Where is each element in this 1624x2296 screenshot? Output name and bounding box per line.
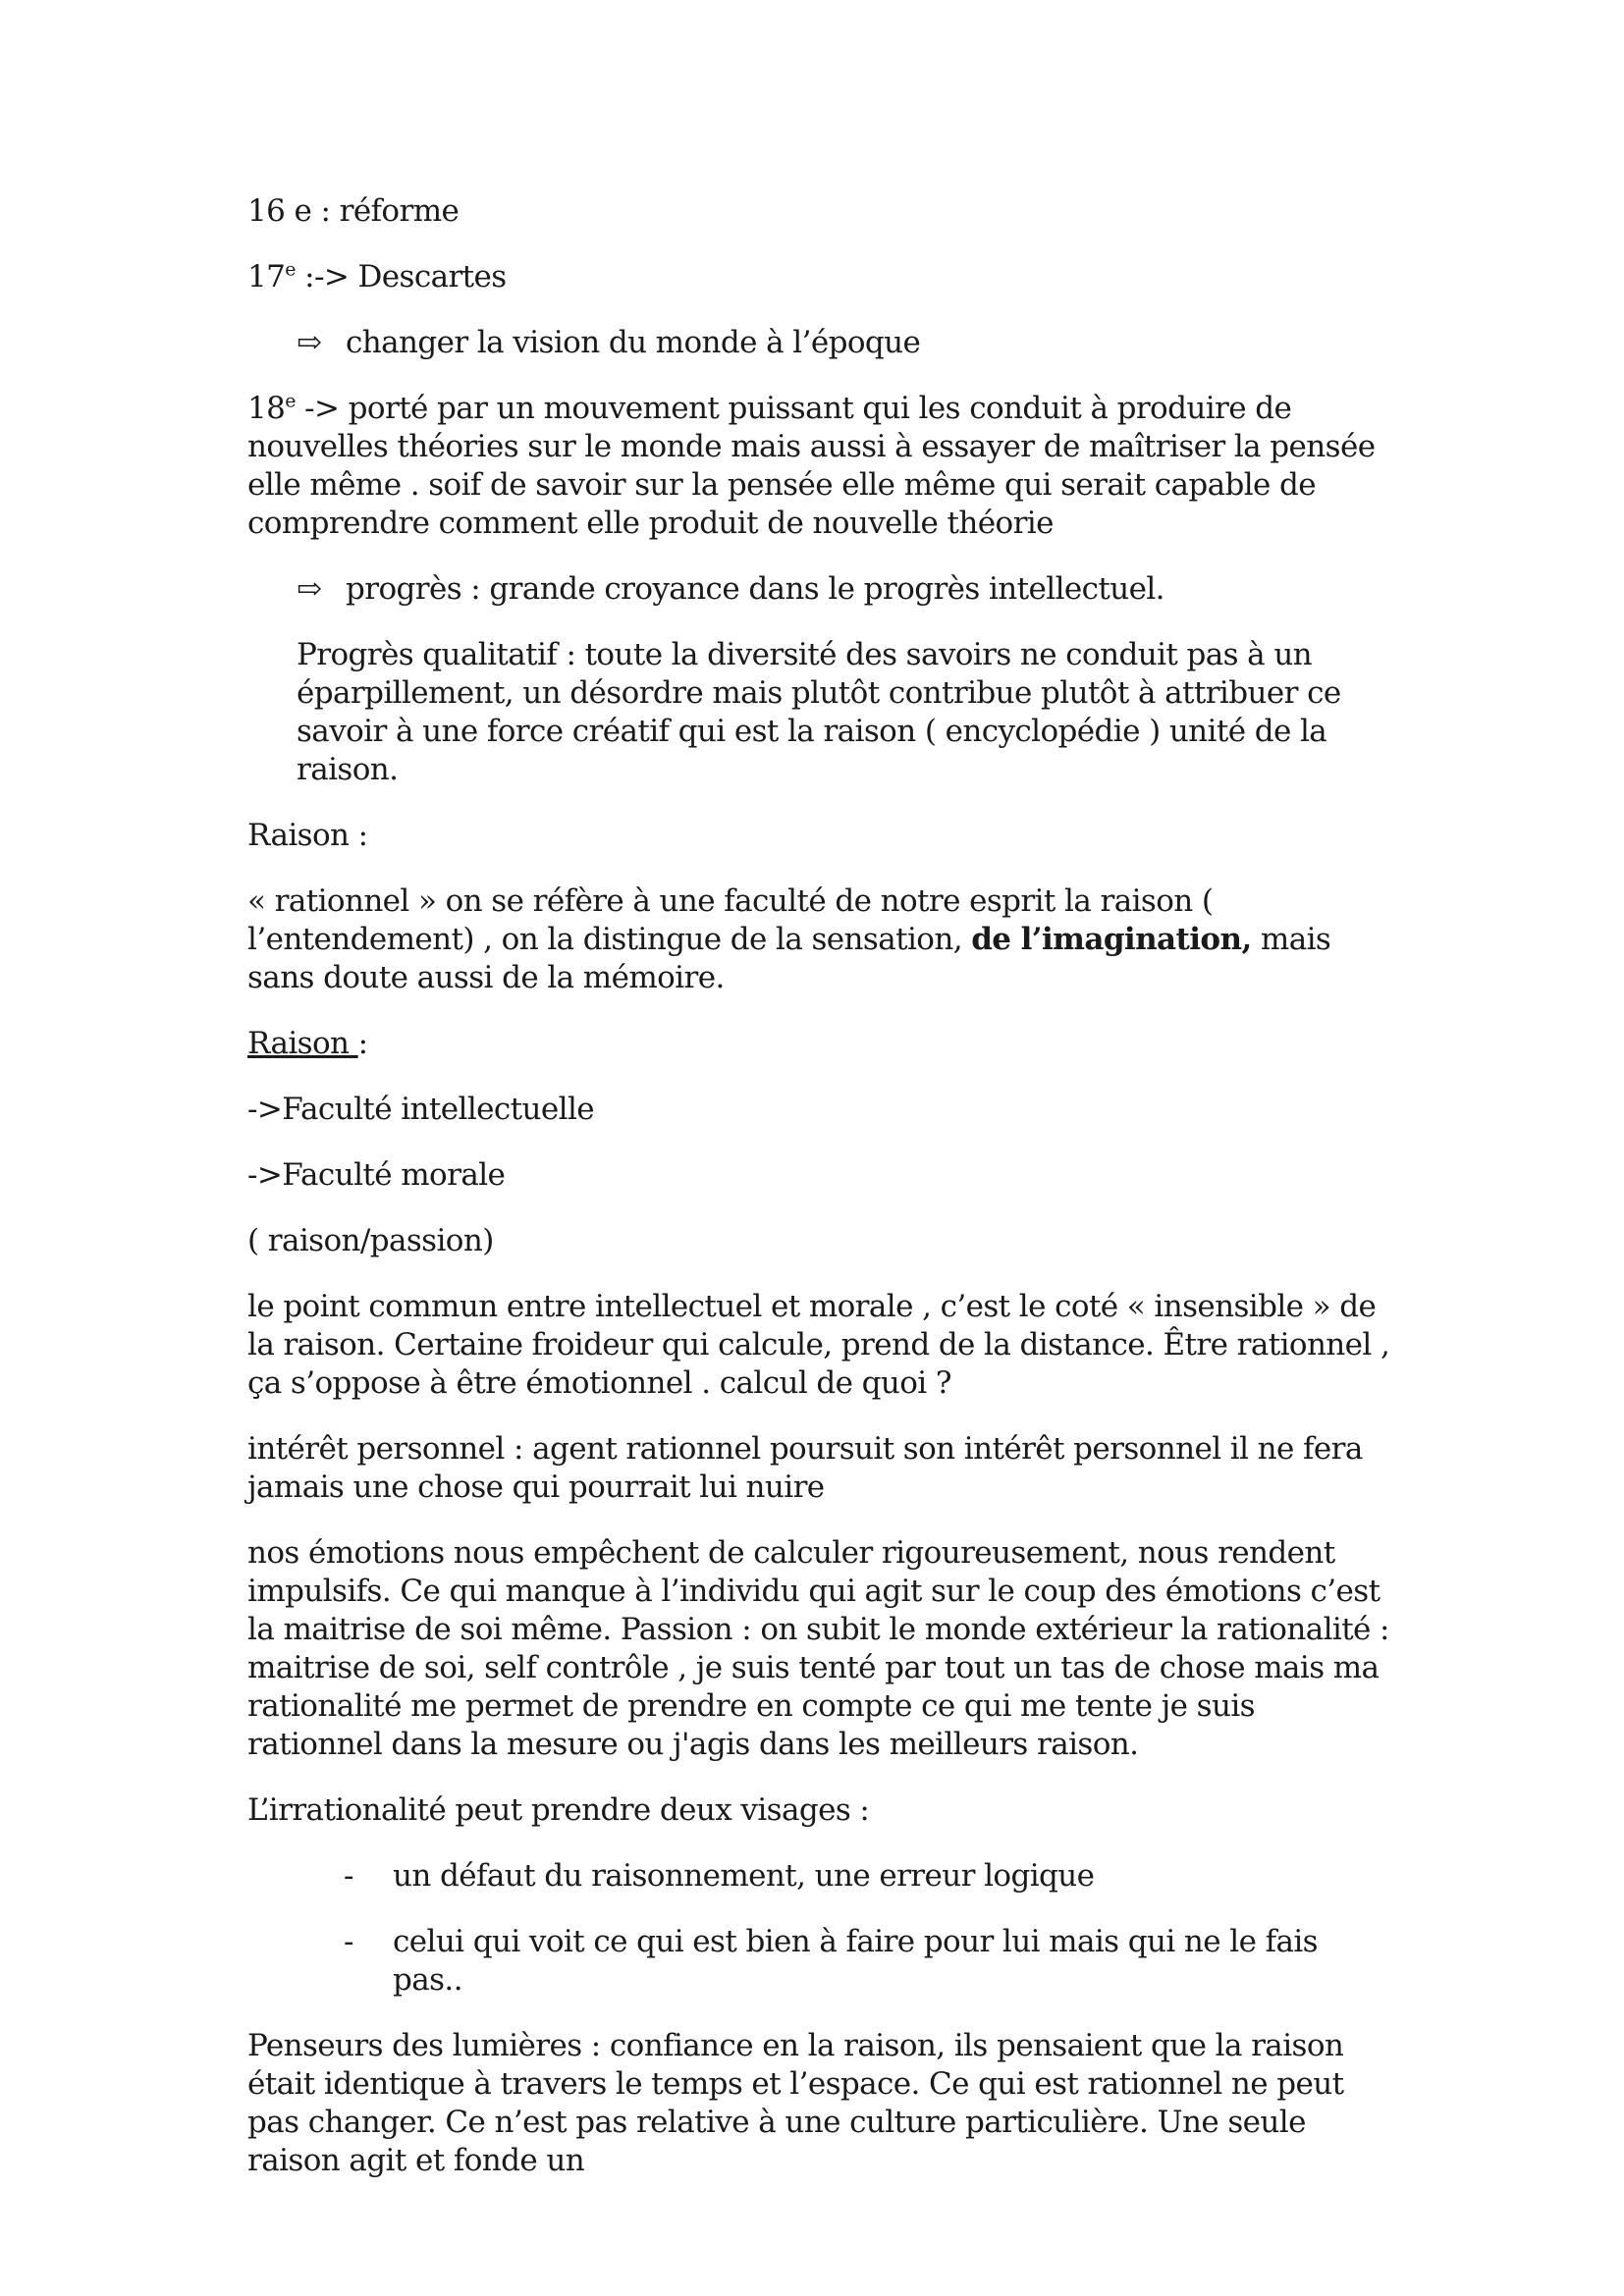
paragraph-rationnel: « rationnel » on se réfère à une faculté de notre esprit la raison ( l’entendement) , on la distingue de la sensation, de l’imagination, mais sans doute aussi de la mémoire. <box>247 883 1331 995</box>
bold-imagination: de l’imagination, <box>971 922 1252 957</box>
line-16e: 16 e : réforme <box>247 193 460 229</box>
dash-bullet-icon: - <box>344 1858 353 1894</box>
line-faculte-intellectuelle: ->Faculté intellectuelle <box>247 1092 594 1127</box>
arrow-right-icon: ⇨ <box>297 325 322 360</box>
document-page <box>247 192 1396 2208</box>
paragraph-progres-qualitatif: Progrès qualitatif : toute la diversité des savoirs ne conduit pas à un éparpillement, un désordre mais plutôt contribue plutôt à attribuer ce savoir à une force créatif qui est la raison ( encyclopédie ) unité de la raison. <box>297 637 1341 787</box>
paragraph-point-commun: le point commun entre intellectuel et morale , c’est le coté « insensible » de la raison. Certaine froideur qui calcule, prend de la distance. Être rationnel , ça s’oppose à être émotionnel . calcul de quoi ? <box>247 1289 1390 1401</box>
dash-item-celui: - celui qui voit ce qui est bien à faire pour lui mais qui ne le fais pas.. <box>344 1924 1318 1998</box>
line-raison-passion: ( raison/passion) <box>247 1223 494 1258</box>
paragraph-lumieres: Penseurs des lumières : confiance en la raison, ils pensaient que la raison était identique à travers le temps et l’espace. Ce qui est rationnel ne peut pas changer. Ce n’est pas relative à une culture particulière. Une seule raison agit et fonde un <box>247 2028 1344 2178</box>
bullet-vision: ⇨ changer la vision du monde à l’époque <box>297 325 921 360</box>
paragraph-interet-personnel: intérêt personnel : agent rationnel poursuit son intérêt personnel il ne fera jamais une chose qui pourrait lui nuire <box>247 1431 1363 1505</box>
paragraph-18e: 18e -> porté par un mouvement puissant qui les conduit à produire de nouvelles théories sur le monde mais aussi à essayer de maîtriser la pensée elle même . soif de savoir sur la pensée elle même qui serait capable de comprendre comment elle produit de nouvelle théorie <box>247 390 1376 541</box>
arrow-right-icon: ⇨ <box>297 571 322 607</box>
heading-raison-underlined: Raison : <box>247 1026 368 1061</box>
heading-raison: Raison : <box>247 818 368 853</box>
line-faculte-morale: ->Faculté morale <box>247 1157 506 1193</box>
bullet-progres: ⇨ progrès : grande croyance dans le progrès intellectuel. <box>297 571 1164 607</box>
line-17e: 17e :-> Descartes <box>247 258 507 294</box>
paragraph-irrationalite: L’irrationalité peut prendre deux visages : <box>247 1792 870 1828</box>
dash-bullet-icon: - <box>344 1924 353 1959</box>
dash-item-defaut: - un défaut du raisonnement, une erreur logique <box>344 1858 1095 1894</box>
paragraph-emotions: nos émotions nous empêchent de calculer rigoureusement, nous rendent impulsifs. Ce qui manque à l’individu qui agit sur le coup des émotions c’est la maitrise de soi même. Passion : on subit le monde extérieur la rationalité : maitrise de soi, self contrôle , je suis tenté par tout un tas de chose mais ma rationalité me permet de prendre en compte ce qui me tente je suis rationnel dans la mesure ou j'agis dans les meilleurs raison. <box>247 1535 1389 1762</box>
